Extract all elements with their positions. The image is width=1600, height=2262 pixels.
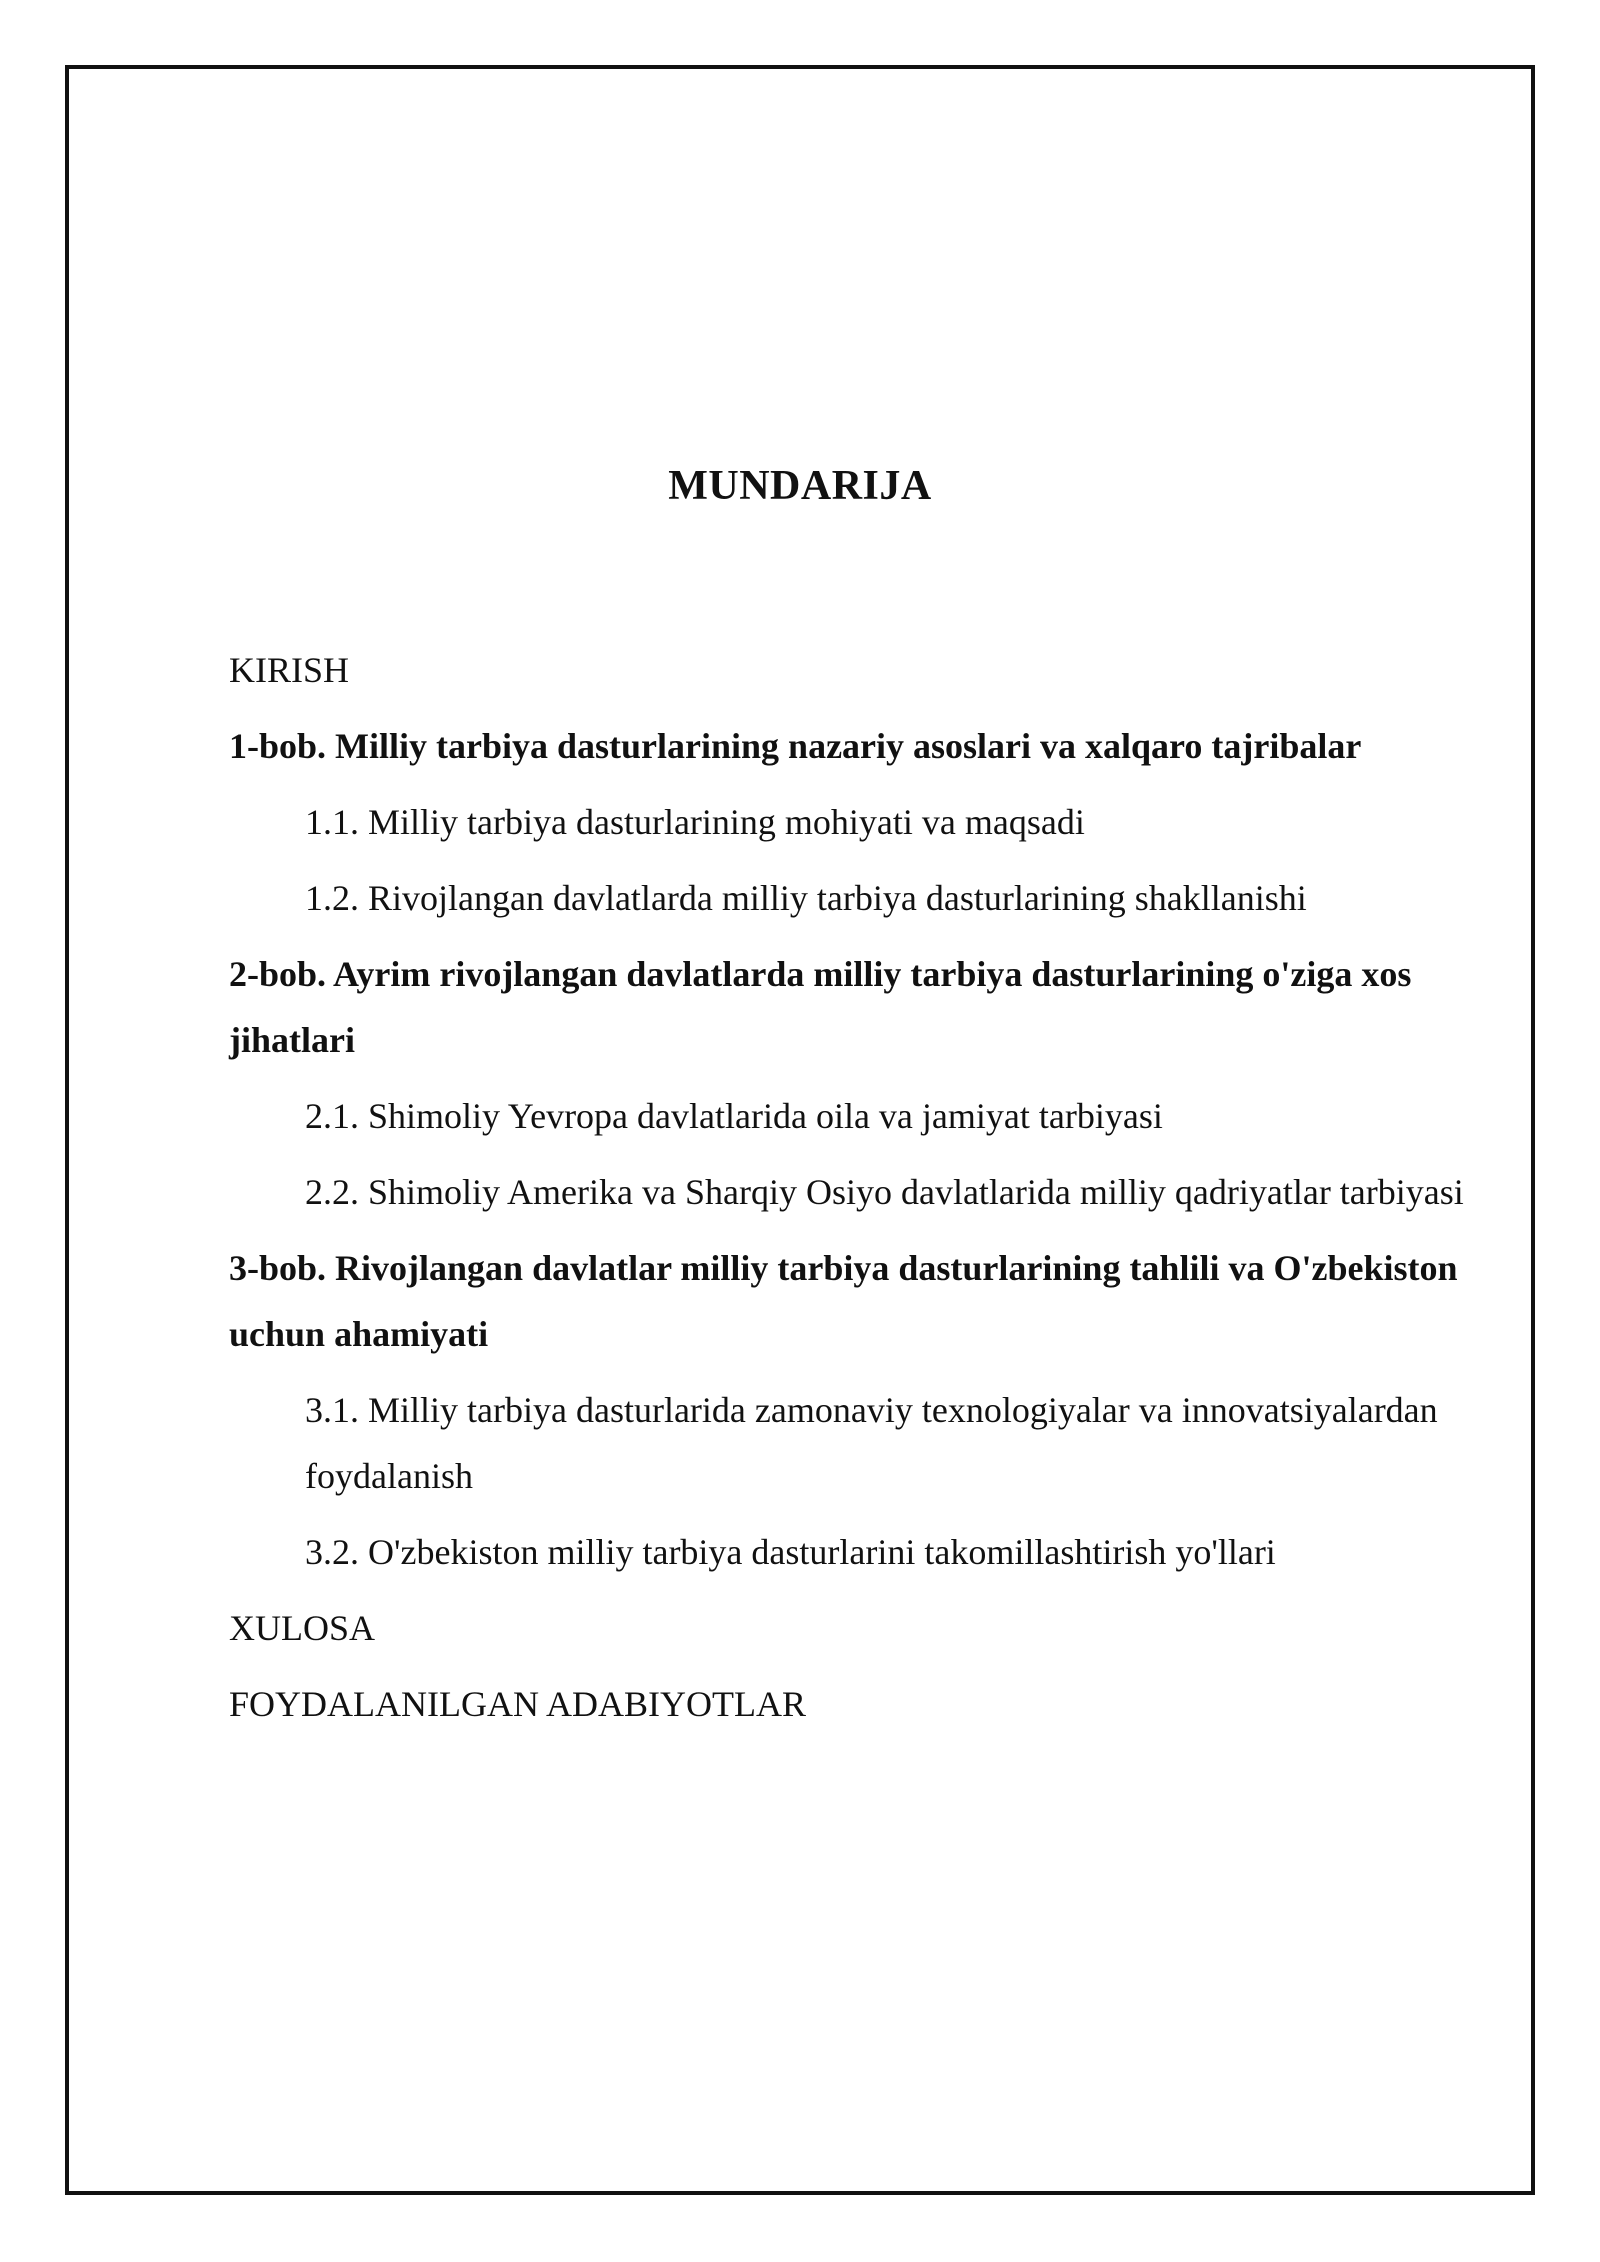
- toc-entry-section-2-2: 2.2. Shimoliy Amerika va Sharqiy Osiyo davlatlarida milliy qadriyatlar tarbiyasi: [305, 1172, 1464, 1212]
- toc-entry-section-3-2: 3.2. O'zbekiston milliy tarbiya dasturlarini takomillashtirish yo'llari: [305, 1532, 1276, 1572]
- toc-entry-chapter-3: 3-bob. Rivojlangan davlatlar milliy tarbiya dasturlarining tahlili va O'zbekiston uchun ahamiyati: [229, 1248, 1458, 1354]
- toc-entry-chapter-2: 2-bob. Ayrim rivojlangan davlatlarda milliy tarbiya dasturlarining o'ziga xos jihatlari: [229, 954, 1412, 1060]
- toc-entry-conclusion: XULOSA: [229, 1608, 376, 1648]
- toc-entry-section-1-1: 1.1. Milliy tarbiya dasturlarining mohiyati va maqsadi: [305, 802, 1085, 842]
- toc-entry-section-3-1: 3.1. Milliy tarbiya dasturlarida zamonaviy texnologiyalar va innovatsiyalardan foydalanish: [305, 1390, 1438, 1496]
- page-title: MUNDARIJA: [668, 463, 932, 509]
- toc-entry-section-1-2: 1.2. Rivojlangan davlatlarda milliy tarbiya dasturlarining shakllanishi: [305, 878, 1307, 918]
- toc-entry-section-2-1: 2.1. Shimoliy Yevropa davlatlarida oila va jamiyat tarbiyasi: [305, 1096, 1163, 1136]
- toc-entry-references: FOYDALANILGAN ADABIYOTLAR: [229, 1684, 806, 1724]
- toc-entry-introduction: KIRISH: [229, 650, 350, 690]
- table-of-contents: [229, 637, 1479, 1747]
- toc-entry-chapter-1: 1-bob. Milliy tarbiya dasturlarining nazariy asoslari va xalqaro tajribalar: [229, 726, 1362, 766]
